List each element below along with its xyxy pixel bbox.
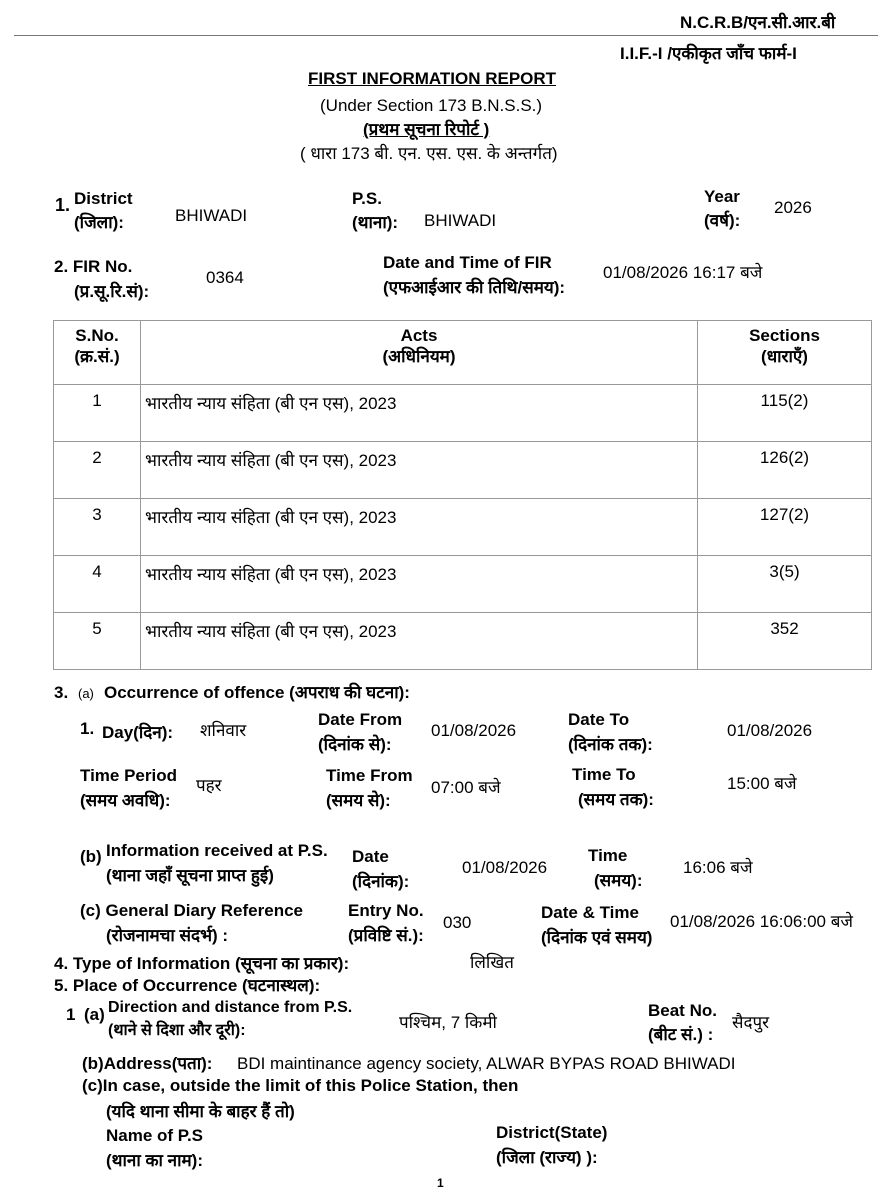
fir-number-value: 0364 xyxy=(206,268,244,287)
time-period-label-hindi: (समय अवधि): xyxy=(80,791,171,810)
row-sno: 2 xyxy=(54,442,141,499)
report-title: FIRST INFORMATION REPORT xyxy=(308,69,557,88)
info-type-label: 4. Type of Information (सूचना का प्रकार): xyxy=(54,954,350,973)
report-subtitle-hindi: ( धारा 173 बी. एन. एस. एस. के अन्तर्गत) xyxy=(300,144,558,163)
direction-distance-label-hindi: (थाने से दिशा और दूरी): xyxy=(108,1022,246,1039)
gd-datetime-value: 01/08/2026 16:06:00 बजे xyxy=(670,912,854,931)
row-sno: 3 xyxy=(54,499,141,556)
info-time-label-hindi: (समय): xyxy=(594,871,643,890)
beat-no-label: Beat No. xyxy=(648,1001,717,1020)
occurrence-sub-number: 1. xyxy=(80,719,95,738)
date-from-label-hindi: (दिनांक से): xyxy=(318,735,392,754)
day-label: Day(दिन): xyxy=(102,723,174,742)
ps-label: P.S. xyxy=(352,189,382,208)
info-time-label: Time xyxy=(588,846,628,865)
fir-datetime-label-hindi: (एफआईआर की तिथि/समय): xyxy=(383,278,566,297)
row-act: भारतीय न्याय संहिता (बी एन एस), 2023 xyxy=(141,613,698,670)
fir-datetime-value: 01/08/2026 16:17 बजे xyxy=(603,263,763,282)
outside-limit-label-hindi: (यदि थाना सीमा के बाहर हैं तो) xyxy=(106,1102,295,1121)
entry-no-label: Entry No. xyxy=(348,901,424,920)
row-act: भारतीय न्याय संहिता (बी एन एस), 2023 xyxy=(141,556,698,613)
time-from-label-hindi: (समय से): xyxy=(326,791,391,810)
row-sno: 1 xyxy=(54,385,141,442)
direction-distance-label: Direction and distance from P.S. xyxy=(108,999,353,1016)
time-from-label: Time From xyxy=(326,766,413,785)
row-section: 115(2) xyxy=(698,385,872,442)
address-label: (b)Address(पता): xyxy=(82,1054,213,1073)
place-of-occurrence-label: 5. Place of Occurrence (घटनास्थल): xyxy=(54,976,321,995)
row-section: 3(5) xyxy=(698,556,872,613)
gd-reference-label-hindi: (रोजनामचा संदर्भ) : xyxy=(106,926,229,945)
info-received-label-hindi: (थाना जहाँ सूचना प्राप्त हुई) xyxy=(106,866,274,885)
entry-no-value: 030 xyxy=(443,913,472,932)
outside-limit-label: (c)In case, outside the limit of this Police Station, then xyxy=(82,1076,519,1095)
ps-label-hindi: (थाना): xyxy=(352,213,399,232)
table-row xyxy=(54,613,872,670)
occurrence-label: Occurrence of offence (अपराध की घटना): xyxy=(104,683,410,702)
info-received-label: Information received at P.S. xyxy=(106,841,328,860)
gd-reference-label: (c) General Diary Reference xyxy=(80,901,303,920)
year-label-hindi: (वर्ष): xyxy=(704,211,741,230)
row-act: भारतीय न्याय संहिता (बी एन एस), 2023 xyxy=(141,499,698,556)
year-label: Year xyxy=(704,187,740,206)
time-to-label-hindi: (समय तक): xyxy=(578,790,654,809)
table-row xyxy=(54,499,872,556)
table-row xyxy=(54,556,872,613)
district-label-hindi: (जिला): xyxy=(74,213,124,232)
info-type-value: लिखित xyxy=(470,953,514,972)
date-from-label: Date From xyxy=(318,710,403,729)
table-row xyxy=(54,385,872,442)
beat-no-label-hindi: (बीट सं.) : xyxy=(648,1025,714,1044)
row-sno: 5 xyxy=(54,613,141,670)
date-to-value: 01/08/2026 xyxy=(727,721,813,740)
time-period-label: Time Period xyxy=(80,766,177,785)
info-date-label-hindi: (दिनांक): xyxy=(352,872,410,891)
place-sub-number: 1 xyxy=(66,1005,76,1024)
page-number: 1 xyxy=(437,1176,444,1190)
time-to-label: Time To xyxy=(572,765,636,784)
table-header-row xyxy=(54,321,872,385)
time-from-value: 07:00 बजे xyxy=(431,778,501,797)
day-value: शनिवार xyxy=(200,721,247,740)
date-to-label-hindi: (दिनांक तक): xyxy=(568,735,653,754)
address-value: BDI maintinance agency society, ALWAR BYPAS ROAD BHIWADI xyxy=(237,1054,736,1073)
row-sno: 4 xyxy=(54,556,141,613)
item3-number: 3. xyxy=(54,683,69,702)
date-to-label: Date To xyxy=(568,710,630,729)
time-to-value: 15:00 बजे xyxy=(727,774,797,793)
direction-distance-value: पश्चिम, 7 किमी xyxy=(399,1013,497,1032)
place-a-prefix: (a) xyxy=(84,1005,105,1024)
ps-name-label-hindi: (थाना का नाम): xyxy=(106,1151,203,1170)
item1-number: 1. xyxy=(55,195,71,215)
iif-label: I.I.F.-I /एकीकृत जाँच फार्म-I xyxy=(620,44,797,63)
sno-header: S.No. (क्र.सं.) xyxy=(54,321,141,385)
row-act: भारतीय न्याय संहिता (बी एन एस), 2023 xyxy=(141,385,698,442)
gd-datetime-label-hindi: (दिनांक एवं समय) xyxy=(541,928,653,947)
item3-a-label: (a) xyxy=(78,686,94,701)
district-label: District xyxy=(74,189,133,208)
ncrb-label: N.C.R.B/एन.सी.आर.बी xyxy=(680,13,836,32)
report-title-hindi: (प्रथम सूचना रिपोर्ट ) xyxy=(363,120,490,139)
row-section: 126(2) xyxy=(698,442,872,499)
info-time-value: 16:06 बजे xyxy=(683,858,753,877)
beat-no-value: सैदपुर xyxy=(732,1013,770,1032)
table-row xyxy=(54,442,872,499)
acts-header: Acts (अधिनियम) xyxy=(141,321,698,385)
acts-sections-table xyxy=(53,320,872,670)
fir-datetime-label: Date and Time of FIR xyxy=(383,253,552,272)
row-section: 127(2) xyxy=(698,499,872,556)
ps-name-label: Name of P.S xyxy=(106,1126,204,1145)
ps-value: BHIWADI xyxy=(424,211,497,230)
info-received-b-prefix: (b) xyxy=(80,847,102,866)
info-date-label: Date xyxy=(352,847,389,866)
district-state-label: District(State) xyxy=(496,1123,608,1142)
district-value: BHIWADI xyxy=(175,206,248,225)
entry-no-label-hindi: (प्रविष्टि सं.): xyxy=(348,926,424,945)
row-act: भारतीय न्याय संहिता (बी एन एस), 2023 xyxy=(141,442,698,499)
gd-datetime-label: Date & Time xyxy=(541,903,639,922)
date-from-value: 01/08/2026 xyxy=(431,721,517,740)
time-period-value: पहर xyxy=(196,776,222,795)
year-value: 2026 xyxy=(774,198,812,217)
district-state-label-hindi: (जिला (राज्य) ): xyxy=(496,1148,598,1167)
header-divider xyxy=(14,35,878,36)
fir-number-label: 2. FIR No. xyxy=(54,257,133,276)
row-section: 352 xyxy=(698,613,872,670)
report-subtitle: (Under Section 173 B.N.S.S.) xyxy=(320,96,543,115)
fir-number-label-hindi: (प्र.सू.रि.सं): xyxy=(74,282,150,301)
sections-header: Sections (धाराएँ) xyxy=(698,321,872,385)
info-date-value: 01/08/2026 xyxy=(462,858,548,877)
